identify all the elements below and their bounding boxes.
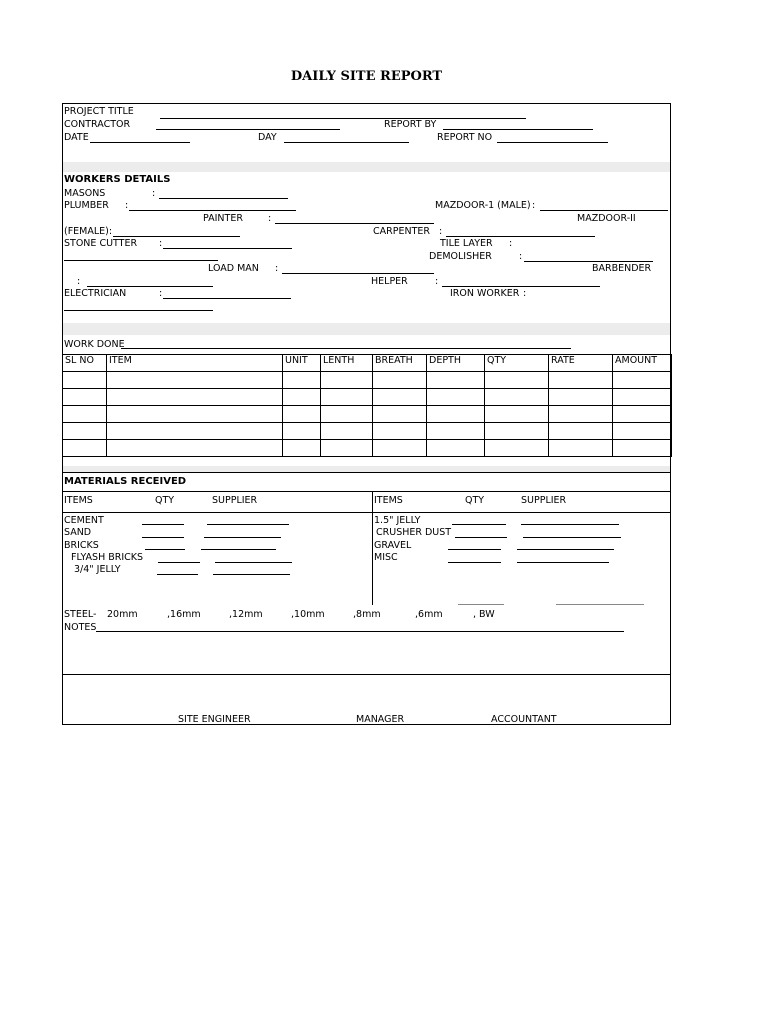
supplier-field[interactable] [207,524,289,525]
supplier-field[interactable] [556,604,644,605]
mazdoor2-label: MAZDOOR-II [577,213,636,224]
column-header: ITEM [107,355,283,372]
table-row [63,372,672,389]
table-row [63,440,672,457]
colon: : [439,226,443,237]
masons-label: MASONS [64,188,106,199]
qty-field[interactable] [142,524,184,525]
qty-field[interactable] [145,549,185,550]
table-cell[interactable] [63,423,107,440]
column-header: SL NO [63,355,107,372]
project-title-field[interactable] [160,118,526,119]
steel-size: ,6mm [415,609,443,620]
supplier-field[interactable] [213,574,290,575]
steel-size: ,12mm [229,609,263,620]
table-cell[interactable] [63,389,107,406]
colon: : [159,238,163,249]
table-cell[interactable] [427,372,485,389]
supplier-field[interactable] [523,537,621,538]
demolisher-field[interactable] [524,261,653,262]
material-item: BRICKS [64,540,99,551]
column-header: UNIT [283,355,321,372]
column-header: AMOUNT [613,355,672,372]
table-cell[interactable] [427,389,485,406]
table-cell[interactable] [373,406,427,423]
items-header: ITEMS [64,495,93,506]
stone-cutter-label: STONE CUTTER [64,238,138,249]
table-cell[interactable] [427,406,485,423]
colon: : [509,238,513,249]
table-cell[interactable] [427,440,485,457]
divider-line [62,674,671,675]
material-item: 3/4" JELLY [74,564,121,575]
contractor-label: CONTRACTOR [64,119,131,130]
table-cell[interactable] [485,440,549,457]
painter-label: PAINTER [203,213,243,224]
table-cell[interactable] [107,423,283,440]
table-cell[interactable] [321,372,373,389]
day-field[interactable] [284,142,409,143]
work-done-table [62,354,672,457]
colon: : [268,213,272,224]
helper-label: HELPER [371,276,408,287]
painter-field[interactable] [275,223,434,224]
barbender-label: BARBENDER [592,263,652,274]
column-header: DEPTH [427,355,485,372]
table-cell[interactable] [63,372,107,389]
table-cell[interactable] [283,406,321,423]
table-cell[interactable] [107,389,283,406]
steel-size: 20mm [107,609,138,620]
supplier-field[interactable] [215,562,292,563]
qty-header: QTY [465,495,485,506]
supplier-field[interactable] [517,562,609,563]
table-cell[interactable] [321,406,373,423]
column-divider [372,491,373,605]
supplier-header: SUPPLIER [521,495,567,506]
divider-line [62,491,671,492]
material-item: FLYASH BRICKS [71,552,144,563]
table-cell[interactable] [485,372,549,389]
colon: : [523,288,527,299]
qty-field[interactable] [158,562,200,563]
masons-field[interactable] [159,198,288,199]
table-cell[interactable] [373,389,427,406]
divider-line [62,472,671,473]
supplier-field[interactable] [201,549,276,550]
supplier-field[interactable] [517,549,614,550]
table-cell[interactable] [283,372,321,389]
work-done-field[interactable] [121,348,571,349]
material-item: GRAVEL [374,540,412,551]
load-man-label: LOAD MAN [208,263,259,274]
plumber-field[interactable] [129,210,296,211]
qty-field[interactable] [452,524,506,525]
colon: : [125,200,129,211]
table-cell[interactable] [613,406,672,423]
qty-field[interactable] [142,537,184,538]
colon: : [77,276,81,287]
table-cell[interactable] [613,389,672,406]
table-cell[interactable] [107,440,283,457]
date-label: DATE [64,132,89,143]
accountant-signature: ACCOUNTANT [491,714,557,725]
load-man-field[interactable] [282,273,434,274]
table-cell[interactable] [485,406,549,423]
materials-heading: MATERIALS RECEIVED [64,476,187,487]
material-item: CRUSHER DUST [376,527,452,538]
qty-field[interactable] [455,537,507,538]
report-title: DAILY SITE REPORT [290,69,443,84]
colon: : [519,251,523,262]
material-item: 1.5" JELLY [374,515,421,526]
electrician-field[interactable] [163,298,291,299]
female-label: (FEMALE): [64,226,113,237]
colon: : [159,288,163,299]
iron-worker-label: IRON WORKER [450,288,520,299]
colon: : [435,276,439,287]
table-cell[interactable] [485,389,549,406]
steel-size: ,8mm [353,609,381,620]
table-row [63,389,672,406]
steel-label: STEEL- [64,609,97,620]
items-header: ITEMS [374,495,403,506]
qty-header: QTY [155,495,175,506]
supplier-field[interactable] [204,537,281,538]
qty-field[interactable] [448,562,501,563]
table-row [63,423,672,440]
iron-worker-field[interactable] [64,310,213,311]
site-engineer-signature: SITE ENGINEER [178,714,251,725]
table-cell[interactable] [63,406,107,423]
column-header: LENTH [321,355,373,372]
supplier-header: SUPPLIER [212,495,258,506]
carpenter-field[interactable] [446,236,595,237]
table-cell[interactable] [373,372,427,389]
project-title-label: PROJECT TITLE [64,106,134,117]
qty-field[interactable] [458,604,504,605]
contractor-field[interactable] [156,129,340,130]
table-cell[interactable] [321,389,373,406]
table-cell[interactable] [613,423,672,440]
table-cell[interactable] [549,389,613,406]
table-cell[interactable] [373,423,427,440]
tile-layer-field[interactable] [64,260,218,261]
report-by-label: REPORT BY [384,119,437,130]
workers-heading: WORKERS DETAILS [64,174,171,185]
colon: : [275,263,279,274]
table-cell[interactable] [549,423,613,440]
table-cell[interactable] [283,389,321,406]
material-item: CEMENT [64,515,104,526]
table-cell[interactable] [373,440,427,457]
table-cell[interactable] [549,440,613,457]
notes-label: NOTES [64,622,97,633]
table-cell[interactable] [321,440,373,457]
report-by-field[interactable] [443,129,593,130]
table-cell[interactable] [107,406,283,423]
helper-field[interactable] [442,286,600,287]
barbender-field[interactable] [87,286,213,287]
section-divider [63,323,670,335]
day-label: DAY [258,132,277,143]
colon: : [152,188,156,199]
column-header: QTY [485,355,549,372]
demolisher-label: DEMOLISHER [429,251,492,262]
carpenter-label: CARPENTER [373,226,430,237]
table-cell[interactable] [485,423,549,440]
report-no-label: REPORT NO [437,132,493,143]
report-no-field[interactable] [497,142,608,143]
supplier-field[interactable] [521,524,619,525]
table-row [63,406,672,423]
work-done-label: WORK DONE [64,339,125,350]
table-header-row [63,355,672,372]
mazdoor1-label: MAZDOOR-1 (MALE) [435,200,531,211]
qty-field[interactable] [448,549,501,550]
material-item: MISC [374,552,398,563]
qty-field[interactable] [157,574,198,575]
material-item: SAND [64,527,92,538]
steel-size: , BW [473,609,495,620]
table-cell[interactable] [549,406,613,423]
section-divider [63,162,670,172]
column-header: RATE [549,355,613,372]
table-cell[interactable] [283,423,321,440]
table-cell[interactable] [427,423,485,440]
manager-signature: MANAGER [356,714,405,725]
column-header: BREATH [373,355,427,372]
divider-line [62,512,671,513]
steel-size: ,16mm [167,609,201,620]
mazdoor1-field[interactable] [540,210,668,211]
colon: : [532,200,536,211]
date-field[interactable] [90,142,190,143]
notes-field[interactable] [96,631,624,632]
stone-cutter-field[interactable] [163,248,292,249]
table-cell[interactable] [549,372,613,389]
table-cell[interactable] [63,440,107,457]
table-cell[interactable] [613,440,672,457]
tile-layer-label: TILE LAYER [440,238,493,249]
table-cell[interactable] [321,423,373,440]
table-cell[interactable] [107,372,283,389]
mazdoor2-field[interactable] [113,236,240,237]
electrician-label: ELECTRICIAN [64,288,127,299]
plumber-label: PLUMBER [64,200,109,211]
steel-size: ,10mm [291,609,325,620]
table-cell[interactable] [613,372,672,389]
table-cell[interactable] [283,440,321,457]
